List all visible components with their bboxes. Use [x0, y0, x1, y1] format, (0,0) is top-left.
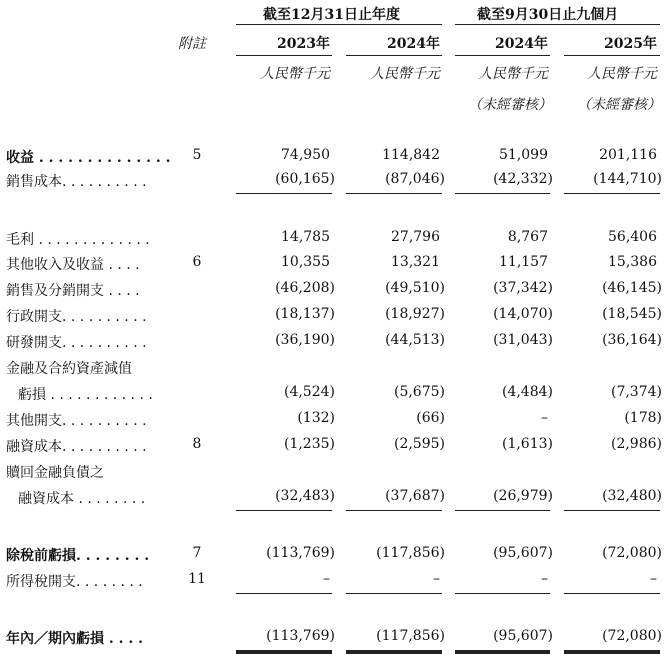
subtotal-rule — [346, 510, 442, 511]
unit-header-1: 人民幣千元 — [260, 66, 330, 82]
unaudited-label-2: （未經審核） — [577, 97, 661, 113]
row-label-finance-costs: 融資成本. . . . . . . . . . — [6, 439, 147, 455]
row-note-revenue: 5 — [192, 147, 202, 163]
row-label-other-income: 其他收入及收益 . . . . — [6, 257, 140, 273]
year-rule-2 — [346, 55, 442, 56]
row-value: 13,321 — [391, 254, 440, 270]
row-label-cost-of-sales: 銷售成本. . . . . . . . . . — [6, 174, 147, 190]
row-value: (36,164) — [602, 332, 662, 348]
row-value: (31,043) — [493, 332, 553, 348]
year-rule-1 — [236, 55, 332, 56]
row-value: 8,767 — [507, 229, 548, 245]
row-value: (117,856) — [376, 628, 445, 644]
row-value: 74,950 — [281, 147, 330, 163]
row-label-research-development: 研發開支. . . . . . . . . . — [6, 335, 147, 351]
unit-header-2: 人民幣千元 — [370, 66, 440, 82]
subtotal-rule — [236, 593, 332, 594]
year-header-3: 2024年 — [495, 36, 548, 52]
row-value: (14,070) — [493, 306, 553, 322]
row-label-selling-distribution: 銷售及分銷開支 . . . . — [6, 283, 140, 299]
subtotal-rule — [236, 510, 332, 511]
row-value: (37,687) — [385, 488, 445, 504]
unaudited-label-1: （未經審核） — [468, 97, 552, 113]
row-value: (60,165) — [275, 171, 335, 187]
row-value: (2,986) — [610, 436, 662, 452]
row-value: (95,607) — [493, 545, 553, 561]
row-label-administrative: 行政開支. . . . . . . . . . — [6, 309, 147, 325]
total-double-rule — [346, 650, 442, 654]
row-value: (87,046) — [385, 171, 445, 187]
subtotal-rule — [564, 593, 660, 594]
row-value: (2,595) — [393, 436, 445, 452]
row-value: (72,080) — [602, 545, 662, 561]
row-value: (46,208) — [275, 280, 335, 296]
year-header-4: 2025年 — [604, 36, 657, 52]
row-note-loss-before-tax: 7 — [192, 545, 202, 561]
row-value: (37,342) — [493, 280, 553, 296]
row-value: – — [323, 571, 330, 587]
row-label-loss-before-tax: 除稅前虧損. . . . . . . . — [6, 548, 150, 564]
note-column-header: 附註 — [178, 36, 206, 52]
row-value: (18,927) — [385, 306, 445, 322]
total-double-rule — [236, 650, 332, 654]
row-value: (66) — [416, 410, 445, 426]
year-rule-4 — [564, 55, 660, 56]
row-note-other-income: 6 — [192, 254, 202, 270]
row-label-impairment-line2: 虧損 . . . . . . . . . . . . — [18, 387, 153, 403]
row-label-redemption-line2: 融資成本 . . . . . . . . — [18, 491, 146, 507]
row-value: (4,524) — [283, 384, 335, 400]
row-value: (178) — [624, 410, 662, 426]
row-note-income-tax: 11 — [188, 571, 206, 587]
row-value: (72,080) — [602, 628, 662, 644]
row-value: (18,137) — [275, 306, 335, 322]
row-label-redemption-line1: 贖回金融負債之 — [6, 465, 104, 481]
row-value: 56,406 — [608, 229, 657, 245]
row-value: (117,856) — [376, 545, 445, 561]
year-rule-3 — [455, 55, 550, 56]
unit-header-4: 人民幣千元 — [587, 66, 657, 82]
row-label-revenue: 收益 . . . . . . . . . . . . . . — [6, 150, 171, 166]
row-value: (1,613) — [501, 436, 553, 452]
row-value: (95,607) — [493, 628, 553, 644]
row-value: 10,355 — [281, 254, 330, 270]
row-value: (32,483) — [275, 488, 335, 504]
row-value: (32,480) — [602, 488, 662, 504]
row-value: (4,484) — [501, 384, 553, 400]
row-label-gross-profit: 毛利 . . . . . . . . . . . . . — [6, 232, 150, 248]
subtotal-rule — [346, 593, 442, 594]
header-group-nine-months: 截至9月30日止九個月 — [477, 7, 619, 23]
subtotal-rule — [455, 593, 550, 594]
year-header-2: 2024年 — [387, 36, 440, 52]
row-value: (113,769) — [266, 628, 335, 644]
row-value: (132) — [297, 410, 335, 426]
row-value: (42,332) — [493, 171, 553, 187]
row-value: – — [541, 571, 548, 587]
row-value: – — [541, 410, 548, 426]
header-group-fy: 截至12月31日止年度 — [263, 7, 400, 23]
unit-header-3: 人民幣千元 — [478, 66, 548, 82]
subtotal-rule — [236, 193, 332, 194]
year-header-1: 2023年 — [277, 36, 330, 52]
total-double-rule — [564, 650, 660, 654]
subtotal-rule — [564, 193, 660, 194]
row-note-finance-costs: 8 — [192, 436, 202, 452]
row-value: 51,099 — [499, 147, 548, 163]
total-double-rule — [455, 650, 550, 654]
row-value: (46,145) — [602, 280, 662, 296]
row-label-other-expenses: 其他開支. . . . . . . . . . — [6, 413, 147, 429]
row-value: (44,513) — [385, 332, 445, 348]
row-label-impairment-line1: 金融及合約資產減值 — [6, 361, 132, 377]
subtotal-rule — [346, 193, 442, 194]
row-value: 15,386 — [608, 254, 657, 270]
row-value: 201,116 — [599, 147, 657, 163]
row-value: (113,769) — [266, 545, 335, 561]
row-value: 11,157 — [499, 254, 548, 270]
row-value: 14,785 — [281, 229, 330, 245]
row-value: (36,190) — [275, 332, 335, 348]
row-value: – — [433, 571, 440, 587]
row-value: (1,235) — [283, 436, 335, 452]
subtotal-rule — [455, 510, 550, 511]
row-value: – — [650, 571, 657, 587]
header-rule-nine-months — [455, 24, 660, 25]
subtotal-rule — [564, 510, 660, 511]
row-value: (5,675) — [393, 384, 445, 400]
row-value: (7,374) — [610, 384, 662, 400]
row-label-income-tax: 所得稅開支. . . . . . . . — [6, 574, 143, 590]
row-value: 27,796 — [391, 229, 440, 245]
row-label-loss-for-period: 年內／期內虧損 . . . . — [6, 631, 143, 647]
subtotal-rule — [455, 193, 550, 194]
row-value: (49,510) — [385, 280, 445, 296]
row-value: 114,842 — [382, 147, 440, 163]
row-value: (144,710) — [593, 171, 662, 187]
header-rule-fy — [236, 24, 442, 25]
row-value: (18,545) — [602, 306, 662, 322]
row-value: (26,979) — [493, 488, 553, 504]
